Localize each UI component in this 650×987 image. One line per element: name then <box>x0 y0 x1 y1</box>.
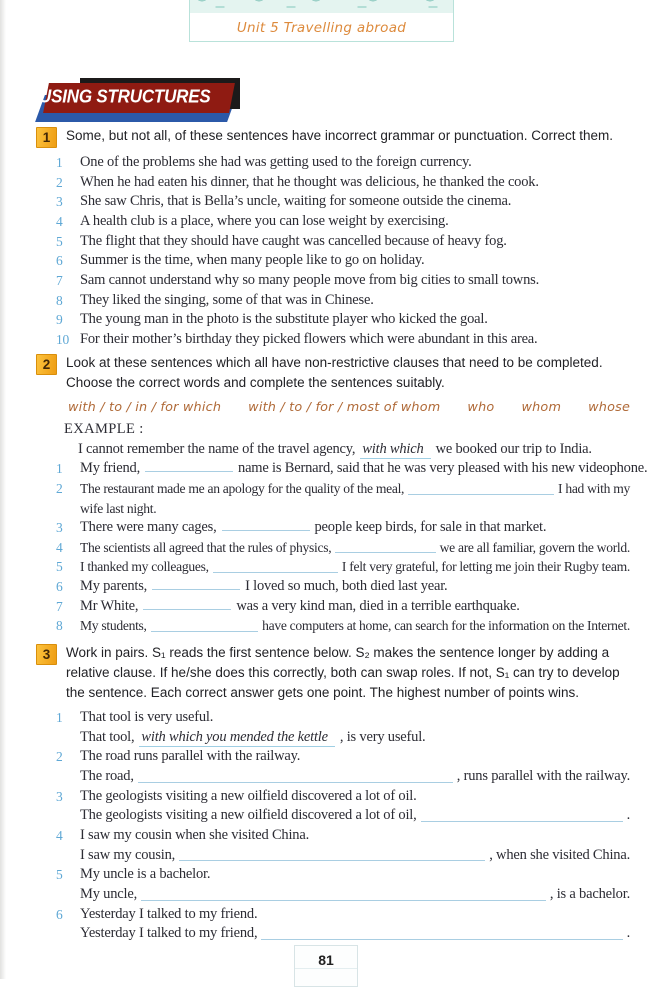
exercise-2-items <box>56 459 648 636</box>
item-number: 3 <box>56 788 63 804</box>
item-text: The flight that they should have caught was cancelled because of heavy fog. <box>80 232 507 249</box>
item-number: 1 <box>56 710 63 725</box>
word-bank-option: whose <box>588 400 631 415</box>
item-number: 3 <box>56 194 63 210</box>
item-number: 4 <box>56 213 63 229</box>
example-sentence <box>78 440 630 460</box>
list-item <box>56 232 630 252</box>
item-number: 7 <box>56 272 63 288</box>
fill-in-item: 3 There were many cages, people keep birds, for sale in that market. <box>56 518 630 538</box>
item-text: She saw Chris, that is Bella’s uncle, waiting for someone outside the cinema. <box>80 193 512 210</box>
answer-blank[interactable] <box>179 860 485 861</box>
fill-in-item: 2 The restaurant made me an apology for the quality of the meal, I had with my wife last night. <box>56 479 630 518</box>
pair-item: 4 I saw my cousin when she visited China. I saw my cousin, , when she visited China. <box>56 826 630 863</box>
item-text: Sam cannot understand why so many people move from big cities to small towns. <box>80 271 539 288</box>
item-number: 5 <box>56 867 63 883</box>
pair-item: 3 The geologists visiting a new oilfield discovered a lot of oil. The geologists visiting a new oilfield discovered a lot of oil, . <box>56 787 630 824</box>
word-bank-option: who <box>467 400 495 415</box>
answer-blank[interactable] <box>141 900 546 901</box>
list-item <box>56 251 630 271</box>
example-answer: with which you mended the kettle <box>139 729 334 747</box>
example-answer: with which <box>360 441 430 459</box>
fill-in-item: 6 My parents, I loved so much, both died last year. <box>56 577 630 597</box>
item-number: 4 <box>56 539 63 555</box>
exercise-intro: Some, but not all, of these sentences have incorrect grammar or punctuation. Correct them. <box>66 128 614 143</box>
example-pre: I cannot remember the name of the travel agency, <box>78 440 356 457</box>
item-number: 1 <box>56 461 63 477</box>
item-number: 5 <box>56 559 63 575</box>
item-text: That tool is very useful. <box>80 709 214 725</box>
answer-blank[interactable] <box>408 494 554 495</box>
item-text-wrap: wife last night. <box>80 500 157 516</box>
item-text: The road runs parallel with the railway. <box>80 748 301 765</box>
item-number: 8 <box>56 292 63 308</box>
item-number: 6 <box>56 579 63 595</box>
item-number: 8 <box>56 618 63 634</box>
item-number: 5 <box>56 233 63 249</box>
exercise-number-badge: 1 <box>36 127 57 148</box>
list-item <box>56 153 630 173</box>
fill-in-item: 1 My friend, name is Bernard, said that he was very pleased with his new videophone. <box>56 459 630 479</box>
item-number: 6 <box>56 906 63 922</box>
page-number-box <box>294 945 358 987</box>
answer-blank[interactable] <box>152 578 240 590</box>
item-text: My uncle is a bachelor. <box>80 866 211 883</box>
item-number: 2 <box>56 749 63 765</box>
exercise-number-badge: 2 <box>36 354 57 375</box>
item-text: The geologists visiting a new oilfield discovered a lot of oil. <box>80 787 417 804</box>
using-structures-banner <box>30 78 245 124</box>
answer-blank[interactable] <box>138 782 453 783</box>
pair-item: 1 That tool is very useful. That tool, with which you mended the kettle , is very useful. <box>56 708 630 747</box>
answer-blank[interactable] <box>261 939 622 940</box>
item-text: For their mother’s birthday they picked flowers which were abundant in this area. <box>80 330 538 347</box>
item-number: 1 <box>56 155 63 170</box>
unit-title: Unit 5 Travelling abroad <box>236 20 407 36</box>
item-text: When he had eaten his dinner, that he thought was delicious, he thanked the cook. <box>80 173 539 190</box>
watercolor-band <box>190 0 453 13</box>
item-text: A health club is a place, where you can lose weight by exercising. <box>80 212 449 229</box>
unit-header-box <box>189 0 454 42</box>
answer-blank[interactable] <box>143 598 231 610</box>
pair-item: 6 Yesterday I talked to my friend. Yesterday I talked to my friend, . <box>56 905 630 942</box>
example-post: we booked our trip to India. <box>435 440 592 457</box>
pair-item: 5 My uncle is a bachelor. My uncle, , is a bachelor. <box>56 866 630 902</box>
word-bank-option: with / to / for / most of whom <box>248 400 441 415</box>
fill-in-item: 5 I thanked my colleagues, I felt very grateful, for letting me join their Rugby team. <box>56 557 630 577</box>
item-number: 2 <box>56 174 63 190</box>
item-text: The young man in the photo is the substitute player who kicked the goal. <box>80 311 488 328</box>
answer-blank[interactable] <box>151 631 258 632</box>
list-item <box>56 192 630 212</box>
word-bank-option: whom <box>521 400 562 415</box>
section-title: USING STRUCTURES <box>39 86 211 107</box>
list-item <box>56 173 630 193</box>
item-number: 7 <box>56 598 63 614</box>
item-number: 3 <box>56 520 63 536</box>
item-text: I saw my cousin when she visited China. <box>80 826 310 843</box>
word-bank <box>68 398 630 417</box>
item-text: One of the problems she had was getting used to the foreign currency. <box>80 154 472 170</box>
item-text: Summer is the time, when many people like to go on holiday. <box>80 252 425 269</box>
item-text: They liked the singing, some of that was in Chinese. <box>80 291 374 308</box>
answer-blank[interactable] <box>335 552 435 553</box>
fill-in-item: 8 My students, have computers at home, can search for the information on the Internet. <box>56 616 630 636</box>
word-bank-option: with / to / in / for which <box>68 400 222 415</box>
exercise-number-badge: 3 <box>36 644 57 665</box>
item-number: 2 <box>56 480 63 496</box>
exercise-intro: Look at these sentences which all have non-restrictive clauses that need to be completed. Choose the correct words and complete the sentences suitably. <box>66 355 603 390</box>
scan-edge-shadow <box>0 0 6 979</box>
item-number: 10 <box>56 331 70 347</box>
answer-blank[interactable] <box>421 821 623 822</box>
item-number: 4 <box>56 827 63 843</box>
list-item <box>56 291 630 311</box>
answer-blank[interactable] <box>222 519 310 531</box>
list-item <box>56 330 630 350</box>
fill-in-item: 7 Mr White, was a very kind man, died in a terrible earthquake. <box>56 597 630 617</box>
exercise-3-items <box>56 708 630 944</box>
exercise-3 <box>36 643 630 944</box>
page-number: 81 <box>318 952 334 968</box>
answer-blank[interactable] <box>145 460 233 472</box>
exercise-2 <box>36 353 648 636</box>
exercise-intro: Work in pairs. S₁ reads the first sentence below. S₂ makes the sentence longer by adding a relative clause. If he/she does this correctly, both can swap roles. If not, S₁ can try to develop the sentence. Each correct answer gets one point. The highest number of points wins. <box>66 645 620 700</box>
exercise-1-items <box>56 153 630 350</box>
item-number: 6 <box>56 253 63 269</box>
answer-blank[interactable] <box>213 572 338 573</box>
exercise-1 <box>36 126 630 350</box>
item-text: Yesterday I talked to my friend. <box>80 905 258 922</box>
list-item <box>56 212 630 232</box>
pair-item: 2 The road runs parallel with the railway. The road, , runs parallel with the railway. <box>56 748 630 784</box>
list-item <box>56 310 630 330</box>
example-label: EXAMPLE : <box>64 421 144 437</box>
list-item <box>56 271 630 291</box>
item-number: 9 <box>56 312 63 328</box>
fill-in-item: 4 The scientists all agreed that the rules of physics, we are all familiar, govern the world. <box>56 538 630 558</box>
